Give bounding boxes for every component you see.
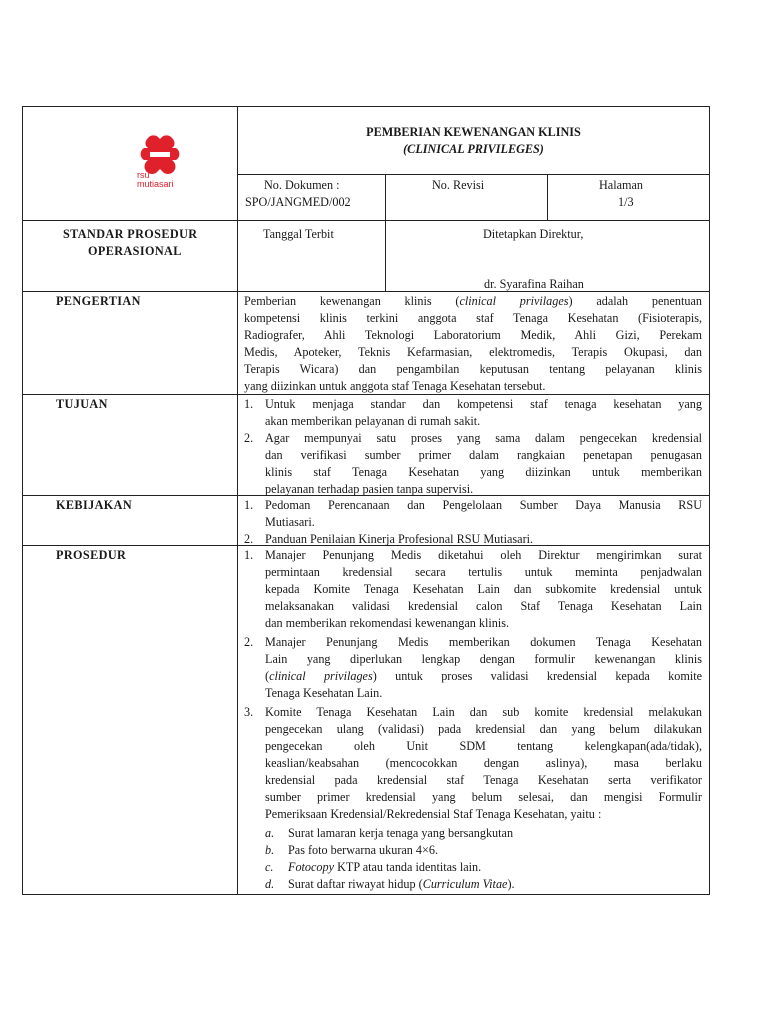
prosedur-item-line: pengecekan oleh Unit SDM tentang kelengkapan(ada/tidak), bbox=[265, 739, 702, 753]
prosedur-label-cell bbox=[22, 545, 238, 895]
doc-no-value: SPO/JANGMED/002 bbox=[245, 195, 351, 209]
sub-item-letter: d. bbox=[265, 877, 275, 891]
sub-item-text bbox=[288, 876, 515, 893]
approval-label: Ditetapkan Direktur, bbox=[483, 227, 584, 241]
sub-item-text-part: ). bbox=[507, 877, 515, 891]
prosedur-italic-term: clinical privilages bbox=[269, 669, 373, 683]
pengertian-line: Radiografer, Ahli Teknologi Laboratorium Medik, Ahli Gizi, Perekam bbox=[244, 328, 702, 342]
list-number: 1. bbox=[244, 397, 254, 411]
kebijakan-label: KEBIJAKAN bbox=[56, 498, 133, 512]
prosedur-item-line: Manajer Penunjang Medis diketahui oleh Direktur mengirimkan surat bbox=[265, 548, 702, 562]
director-name: dr. Syarafina Raihan bbox=[484, 277, 584, 291]
sop-label-line2: OPERASIONAL bbox=[88, 244, 182, 258]
pengertian-line-part: Pemberian kewenangan klinis ( bbox=[244, 294, 460, 308]
prosedur-line-part: ) untuk proses validasi kredensial kepada komite bbox=[372, 669, 703, 683]
list-number: 2. bbox=[244, 431, 254, 445]
prosedur-item-line: pengecekan ulang (validasi) pada kredensial dan yang belum dilakukan bbox=[265, 722, 702, 736]
list-number: 2. bbox=[244, 635, 254, 649]
document-title: PEMBERIAN KEWENANGAN KLINIS bbox=[366, 125, 581, 139]
prosedur-item-line: keaslian/keabsahan (mencocokkan dengan aslinya), masa berlaku bbox=[265, 756, 702, 770]
sub-item-text-part: KTP atau tanda identitas lain. bbox=[334, 860, 482, 874]
list-number: 3. bbox=[244, 705, 254, 719]
revision-label: No. Revisi bbox=[432, 178, 485, 192]
sub-item-text bbox=[288, 859, 481, 876]
sub-item-letter: c. bbox=[265, 860, 274, 874]
prosedur-line-part: ( bbox=[265, 669, 270, 683]
prosedur-item-line: permintaan kredensial secara tertulis untuk meminta penjadwalan bbox=[265, 565, 702, 579]
prosedur-item-line bbox=[265, 668, 702, 685]
page-value: 1/3 bbox=[618, 195, 634, 209]
prosedur-item-line: dan memberikan rekomendasi kewenangan klinis. bbox=[265, 616, 510, 630]
prosedur-item-line: Manajer Penunjang Medis memberikan dokumen Tenaga Kesehatan bbox=[265, 635, 702, 649]
sub-item-letter: b. bbox=[265, 843, 275, 857]
prosedur-label: PROSEDUR bbox=[56, 548, 127, 562]
logo-white-bar bbox=[150, 152, 170, 157]
prosedur-item-line: Pemeriksaan Kredensial/Rekredensial Staf Tenaga Kesehatan, yaitu : bbox=[265, 807, 602, 821]
tujuan-item-line: Untuk menjaga standar dan kompetensi staf tenaga kesehatan yang bbox=[265, 397, 702, 411]
page-label: Halaman bbox=[599, 178, 643, 192]
hospital-logo bbox=[128, 134, 192, 174]
tujuan-item-line: klinis staf Tenaga Kesehatan yang diizinkan untuk memberikan bbox=[265, 465, 702, 479]
sop-label-line1: STANDAR PROSEDUR bbox=[63, 227, 198, 241]
prosedur-item-line: Lain yang diperlukan lengkap dengan formulir kewenangan klinis bbox=[265, 652, 702, 666]
sub-item-text: Pas foto berwarna ukuran 4×6. bbox=[288, 843, 439, 857]
pengertian-line-part: ) adalah penentuan bbox=[568, 294, 702, 308]
document-subtitle: (CLINICAL PRIVILEGES) bbox=[403, 142, 544, 156]
kebijakan-item-line: Mutiasari. bbox=[265, 515, 315, 529]
pengertian-line: Medis, Apoteker, Teknis Kefarmasian, elektromedis, Terapis Okupasi, dan bbox=[244, 345, 702, 359]
sub-item-text: Surat lamaran kerja tenaga yang bersangkutan bbox=[288, 826, 514, 840]
tujuan-item-line: dan verifikasi sumber primer dalam rangkaian penetapan penugasan bbox=[265, 448, 702, 462]
prosedur-item-line: Tenaga Kesehatan Lain. bbox=[265, 686, 383, 700]
logo-text-bottom: mutiasari bbox=[137, 179, 174, 189]
pengertian-italic-term: clinical privilages bbox=[459, 294, 569, 308]
sub-item-letter: a. bbox=[265, 826, 275, 840]
prosedur-item-line: Komite Tenaga Kesehatan Lain dan sub komite kredensial melakukan bbox=[265, 705, 702, 719]
tujuan-item-line: akan memberikan pelayanan di rumah sakit. bbox=[265, 414, 481, 428]
sub-item-italic-term: Curriculum Vitae bbox=[422, 877, 508, 891]
list-number: 1. bbox=[244, 498, 254, 512]
tujuan-label-cell bbox=[22, 394, 238, 496]
logo-text-top: rsu bbox=[137, 170, 150, 180]
prosedur-item-line: kepada Komite Tenaga Kesehatan Lain dan subkomite kredensial untuk bbox=[265, 582, 702, 596]
pengertian-line: Terapis Wicara) dan pengambilan keputusan tentang pelayanan klinis bbox=[244, 362, 702, 376]
tujuan-item-line: pelayanan terhadap pasien tanpa supervisi. bbox=[265, 482, 474, 496]
tujuan-item-line: Agar mempunyai satu proses yang sama dalam pengecekan kredensial bbox=[265, 431, 702, 445]
pengertian-line bbox=[244, 293, 702, 310]
prosedur-item-line: kredensial pada kredensial staf Tenaga Kesehatan serta verifikator bbox=[265, 773, 702, 787]
prosedur-item-line: melaksanakan validasi kredensial calon Staf Tenaga Kesehatan Lain bbox=[265, 599, 702, 613]
list-number: 2. bbox=[244, 532, 254, 546]
list-number: 1. bbox=[244, 548, 254, 562]
issue-date-label: Tanggal Terbit bbox=[263, 227, 334, 241]
pengertian-label: PENGERTIAN bbox=[56, 294, 141, 308]
prosedur-item-line: sumber primer kredensial yang belum selesai, dan mengisi Formulir bbox=[265, 790, 702, 804]
kebijakan-item-line: Panduan Penilaian Kinerja Profesional RSU Mutiasari. bbox=[265, 532, 534, 546]
kebijakan-item-line: Pedoman Perencanaan dan Pengelolaan Sumber Daya Manusia RSU bbox=[265, 498, 702, 512]
sub-item-text-part: Surat daftar riwayat hidup ( bbox=[288, 877, 423, 891]
tujuan-label: TUJUAN bbox=[56, 397, 108, 411]
pengertian-line: kompetensi klinis terkini anggota staf Tenaga Kesehatan (Fisioterapis, bbox=[244, 311, 702, 325]
doc-no-label: No. Dokumen : bbox=[264, 178, 340, 192]
sub-item-italic-term: Fotocopy bbox=[288, 860, 335, 874]
pengertian-line: yang diizinkan untuk anggota staf Tenaga Kesehatan tersebut. bbox=[244, 379, 546, 393]
